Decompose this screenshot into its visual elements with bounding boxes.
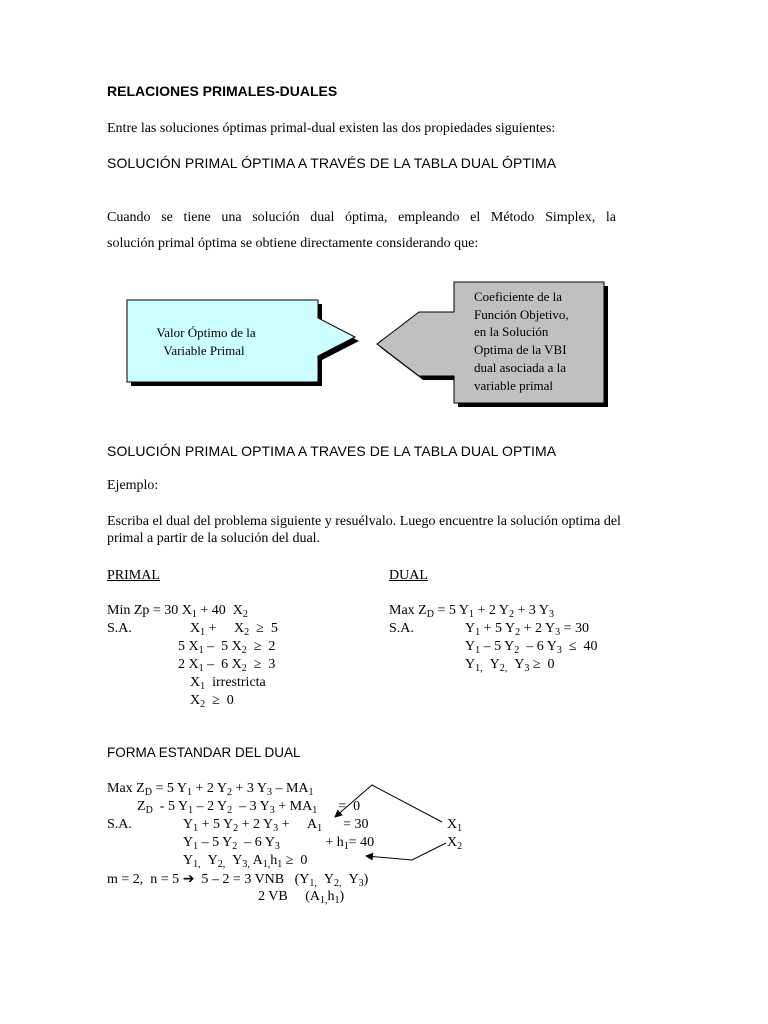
- example-text: primal a partir de la solución del dual.: [107, 531, 321, 546]
- primal-sa-label: S.A.: [107, 621, 132, 636]
- right-box-line: Optima de la VBI: [474, 342, 567, 358]
- standard-form-heading: FORMA ESTANDAR DEL DUAL: [107, 745, 301, 760]
- dual-constraint: $Y_1 + 5$ $Y_2 + 2$ $Y_3 = 30$: [465, 621, 590, 638]
- right-box-line: en la Solución: [474, 324, 549, 340]
- connector-arrow-x1: [335, 785, 442, 822]
- vb-line: 2 VB $(A_{1,}h_1)$: [258, 889, 345, 906]
- page-title: RELACIONES PRIMALES-DUALES: [107, 83, 338, 99]
- right-arrow-icon: ➔: [182, 871, 195, 887]
- primal-constraint: 2 $X_1 - 6$ $X_2 \ge 3$: [178, 657, 276, 674]
- example-label: Ejemplo:: [107, 478, 159, 493]
- standard-sa-label: S.A.: [107, 817, 132, 832]
- primal-objective: Min Zp = 30 $X_1 + 40$ $X_2$: [107, 603, 248, 620]
- left-box-line: Variable Primal: [163, 342, 245, 358]
- intro-text: Entre las soluciones óptimas primal-dual existen las dos propiedades siguientes:: [107, 121, 556, 136]
- section-heading-2: SOLUCIÓN PRIMAL OPTIMA A TRAVES DE LA TABLA DUAL OPTIMA: [107, 443, 557, 459]
- right-box-line: Coeficiente de la: [474, 289, 563, 304]
- dual-sa-label: S.A.: [389, 621, 414, 636]
- dual-heading: DUAL: [389, 568, 428, 583]
- standard-constraint: $Y_1 + 5$ $Y_2 + 2$ $Y_3$ + $A_1$ = 30: [183, 817, 369, 834]
- variable-label-x2: $X_2$: [447, 835, 463, 852]
- example-text: Escriba el dual del problema siguiente y resuélvalo. Luego encuentre la solución optima del: [107, 514, 621, 529]
- standard-constraint: $Y_1 - 5$ $Y_2 - 6$ $Y_3$ + $h_1= 40$: [183, 835, 375, 852]
- primal-constraint: $X_1$ irrestricta: [190, 675, 266, 692]
- primal-constraint: $X_2 \ge 0$: [190, 693, 234, 710]
- right-box-line: variable primal: [474, 377, 554, 393]
- dual-constraint: $Y_1 - 5$ $Y_2 - 6$ $Y_3 \le 40$: [465, 639, 598, 656]
- primal-constraint: 5 $X_1 - 5$ $X_2 \ge 2$: [178, 639, 276, 656]
- paragraph-line: solución primal óptima se obtiene directamente considerando que:: [107, 236, 479, 251]
- standard-objective: Max $Z_D = 5$ $Y_1 + 2$ $Y_2 + 3$ $Y_3 - MA_1$: [107, 781, 314, 798]
- right-box-line: Función Objetivo,: [474, 306, 569, 322]
- standard-z-row: $Z_D - 5$ $Y_1 - 2$ $Y_2 - 3$ $Y_3 + MA_1$ = 0: [137, 799, 361, 816]
- section-heading-1: SOLUCIÓN PRIMAL ÓPTIMA A TRAVÉS DE LA TABLA DUAL ÓPTIMA: [107, 155, 557, 171]
- connector-arrow-x2: [366, 843, 446, 860]
- dual-constraint: $Y_{1,}$ $Y_{2,}$ $Y_3 \ge 0$: [465, 657, 555, 674]
- standard-constraint: $Y_{1,}$ $Y_{2,}$ $Y_{3,}$ $A_{1,}h_1 \ge 0$: [183, 853, 308, 870]
- dual-objective: Max $Z_D = 5$ $Y_1 + 2$ $Y_2 + 3$ $Y_3$: [389, 603, 554, 620]
- vnb-line: m = 2, n = 5 ➔ 5 – 2 = 3 VNB ($Y_{1,}$ $Y_{2,}$ $Y_3$): [107, 871, 369, 889]
- left-box-line: Valor Óptimo de la: [156, 325, 256, 340]
- paragraph-line: Cuando se tiene una solución dual óptima, empleando el Método Simplex, la: [107, 210, 616, 225]
- primal-heading: PRIMAL: [107, 568, 160, 583]
- right-box-line: dual asociada a la: [474, 359, 567, 375]
- variable-label-x1: $X_1$: [447, 817, 463, 834]
- primal-constraint: $X_1$ + $X_2 \ge 5$: [190, 621, 278, 638]
